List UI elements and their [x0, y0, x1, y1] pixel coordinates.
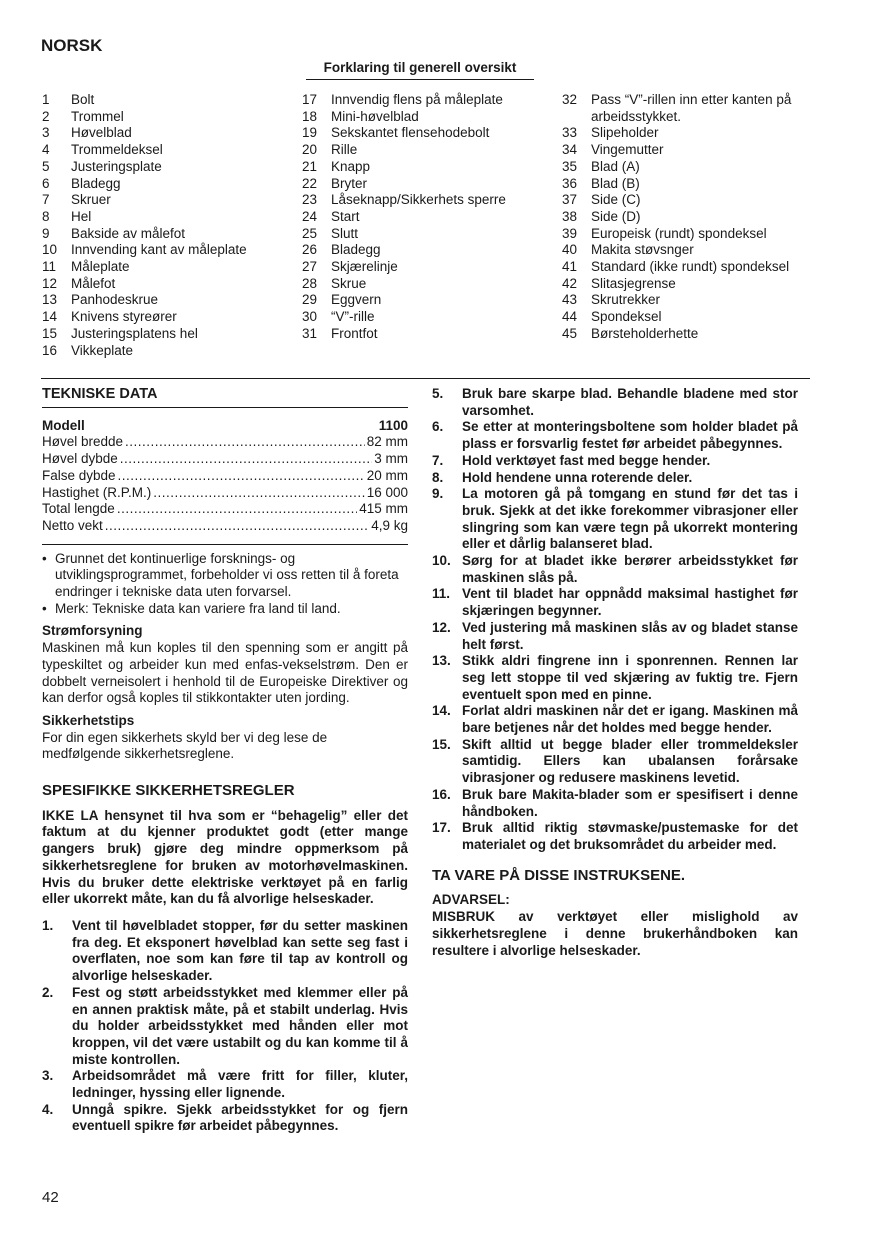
legend-item-label: Bakside av målefot: [71, 225, 186, 241]
section-divider: [41, 378, 810, 379]
legend-item: [302, 142, 552, 159]
legend-item-label: Slipeholder: [591, 125, 659, 141]
safety-rule: [432, 553, 798, 586]
spec-value: 82 mm: [366, 434, 408, 450]
spec-label: Høvel dybde: [42, 451, 118, 467]
legend-column-3: [562, 92, 804, 343]
legend-item: [42, 192, 282, 209]
safety-rule-text: Sørg for at bladet ikke berører arbeidsstykket før maskinen slås på.: [462, 553, 798, 585]
legend-item: [562, 209, 804, 226]
safety-rule: [432, 470, 798, 487]
legend-item-label: Skrutrekker: [591, 292, 661, 308]
safety-tips-heading: Sikkerhetstips: [42, 712, 135, 728]
spec-value: 415 mm: [359, 501, 408, 517]
legend-item-number: 17: [302, 92, 318, 107]
spec-row: [42, 434, 408, 451]
safety-rule: [432, 486, 798, 553]
legend-item: [302, 176, 552, 193]
legend-item-label: Høvelblad: [71, 125, 132, 141]
legend-item: [562, 176, 804, 193]
safety-rule: [432, 419, 798, 452]
safety-tips-text: For din egen sikkerhets skyld ber vi deg lese de medfølgende sikkerhetsreglene.: [42, 729, 328, 762]
legend-item-number: 32: [562, 92, 578, 107]
legend-item-number: 22: [302, 175, 318, 191]
warning-label: ADVARSEL:: [432, 892, 510, 908]
legend-item: [302, 109, 552, 126]
tech-note-text: Merk: Tekniske data kan variere fra land til land.: [55, 600, 341, 616]
legend-item-label: Spondeksel: [591, 309, 662, 325]
safety-rule-number: 17.: [432, 820, 451, 836]
spec-table: [42, 434, 408, 534]
legend-item-number: 16: [42, 342, 58, 358]
warning-text: MISBRUK av verktøyet eller mislighold av sikkerhetsreglene i denne brukerhåndboken kan resultere i alvorlige helseskader.: [432, 909, 798, 958]
legend-item: [302, 326, 552, 343]
legend-item-number: 37: [562, 192, 578, 208]
spec-leader-dots: [125, 434, 365, 451]
safety-rule-number: 7.: [432, 452, 444, 468]
legend-item-label: Innvendig flens på måleplate: [331, 92, 503, 107]
legend-item: [302, 242, 552, 259]
legend-item-label: Justeringsplatens hel: [71, 325, 198, 341]
legend-item-number: 1: [42, 92, 50, 107]
legend-item-number: 28: [302, 275, 318, 291]
safety-rule-number: 1.: [42, 917, 54, 933]
legend-item-label: Børsteholderhette: [591, 325, 699, 341]
legend-item-number: 38: [562, 208, 578, 224]
legend-item-number: 15: [42, 325, 58, 341]
legend-item: [302, 259, 552, 276]
legend-item-number: 35: [562, 158, 578, 174]
safety-rule: [432, 653, 798, 703]
legend-item-label: Innvending kant av måleplate: [71, 242, 247, 258]
safety-rule-text: Hold hendene unna roterende deler.: [462, 469, 693, 485]
legend-item: [42, 176, 282, 193]
spec-row: [42, 501, 408, 518]
legend-item-number: 7: [42, 192, 50, 208]
legend-item-number: 43: [562, 292, 578, 308]
safety-rule-text: Se etter at monteringsboltene som holder bladet på plass er forsvarlig festet før arbeidet påbegynnes.: [462, 419, 798, 452]
legend-item-number: 23: [302, 192, 318, 208]
legend-item-label: Bryter: [331, 175, 368, 191]
spec-label: False dybde: [42, 467, 116, 483]
legend-item: [562, 326, 804, 343]
legend-item: [302, 226, 552, 243]
legend-item-number: 27: [302, 259, 318, 275]
legend-item-label: Skjærelinje: [331, 259, 398, 275]
safety-rule-text: Bruk bare skarpe blad. Behandle bladene med stor varsomhet.: [462, 386, 798, 418]
spec-row: [42, 468, 408, 485]
legend-item: [562, 159, 804, 176]
left-column: [42, 386, 408, 1135]
safety-rule-number: 12.: [432, 619, 451, 635]
legend-item: [42, 109, 282, 126]
legend-item-label: Slitasjegrense: [591, 275, 676, 291]
legend-item: [562, 226, 804, 243]
legend-item-label: Knapp: [331, 158, 371, 174]
safety-rule-text: Forlat aldri maskinen når det er igang. Maskinen må bare betjenes når det holdes med begge hender.: [462, 703, 798, 736]
spec-model-label: Modell: [42, 417, 85, 433]
legend-item-label: Justeringsplate: [71, 158, 162, 174]
safety-rule-text: Ved justering må maskinen slås av og bladet stanse helt først.: [462, 619, 798, 652]
legend-item-label: Knivens styreører: [71, 309, 177, 325]
safety-rule-text: Bruk alltid riktig støvmaske/pustemaske for det materialet og det bruksområdet du arbeider med.: [462, 820, 798, 852]
legend-item: [302, 192, 552, 209]
legend-item-number: 33: [562, 125, 578, 141]
legend-item: [42, 242, 282, 259]
legend-item-label: Side (D): [591, 208, 641, 224]
safety-rule-text: Stikk aldri fingrene inn i sponrennen. Rennen lar seg lett stoppe til ved skjæring av fuktig tre. Fjern eventuelt spon med en pinne.: [462, 653, 798, 702]
legend-item-number: 14: [42, 309, 58, 325]
legend-item-number: 31: [302, 325, 318, 341]
legend-item-number: 45: [562, 325, 578, 341]
safety-rule-number: 9.: [432, 486, 444, 502]
legend-item-label: Sekskantet flensehodebolt: [331, 125, 490, 141]
safety-rule-number: 15.: [432, 736, 451, 752]
legend-item: [42, 292, 282, 309]
legend-item-number: 13: [42, 292, 58, 308]
legend-item: [562, 125, 804, 142]
legend-item: [42, 326, 282, 343]
spec-leader-dots: [105, 518, 369, 535]
legend-item: [562, 242, 804, 259]
tech-note-text: Grunnet det kontinuerlige forsknings- og utviklingsprogrammet, forbeholder vi oss retten til å foreta endringer i tekniske data uten forvarsel.: [55, 550, 399, 600]
legend-item: [42, 209, 282, 226]
legend-item: [562, 309, 804, 326]
legend-item-label: Frontfot: [331, 325, 378, 341]
legend-item-number: 36: [562, 175, 578, 191]
legend-item-label: Skrue: [331, 275, 367, 291]
legend-item-number: 20: [302, 142, 318, 158]
safety-rule-text: Fest og støtt arbeidsstykket med klemmer eller på en annen praktisk måte, på et stabilt underlag. Hvis du holder arbeidsstykket med hånden eller mot kroppen, vil det være ustabilt og du kan komme til å miste kontrollen.: [72, 984, 408, 1067]
spec-leader-dots: [120, 451, 372, 468]
spec-row: [42, 485, 408, 502]
legend-item-number: 26: [302, 242, 318, 258]
legend-item: [562, 259, 804, 276]
right-column: [432, 386, 798, 959]
legend-item-label: Blad (A): [591, 158, 640, 174]
safety-rule-number: 13.: [432, 653, 451, 669]
spec-label: Hastighet (R.P.M.): [42, 484, 152, 500]
spec-value: 3 mm: [374, 451, 408, 467]
legend-item-label: Målefot: [71, 275, 116, 291]
legend-item: [42, 159, 282, 176]
legend-item-label: Makita støvsnger: [591, 242, 694, 258]
legend-item-label: Måleplate: [71, 259, 130, 275]
rules-list-left: [42, 918, 408, 1135]
legend-item-number: 12: [42, 275, 58, 291]
legend-item-number: 42: [562, 275, 578, 291]
spec-model-row: [42, 418, 408, 435]
safety-rule: [432, 787, 798, 820]
safety-rule-number: 6.: [432, 419, 444, 435]
safety-rule-text: Vent til høvelbladet stopper, før du setter maskinen fra deg. Et eksponert høvelblad kan sette seg fast i overflaten, noe som kan føre til tap av kontroll og alvorlige helseskader.: [72, 917, 408, 984]
safety-rule: [432, 386, 798, 419]
legend-item-label: Hel: [71, 208, 92, 224]
legend-item-label: Side (C): [591, 192, 641, 208]
legend-item: [42, 142, 282, 159]
legend-item: [302, 92, 552, 109]
legend-item-number: 10: [42, 242, 58, 258]
safety-rule-text: La motoren gå på tomgang en stund før det tas i bruk. Sjekk at det ikke forekommer vibrasjoner eller slingring som kan være tegn på ukorrekt montering eller et dårlig balanseret blad.: [462, 486, 798, 552]
safety-rule-number: 8.: [432, 469, 444, 485]
safety-rule: [432, 703, 798, 736]
safety-rule-number: 2.: [42, 984, 54, 1000]
spec-label: Total lengde: [42, 501, 115, 517]
legend-item: [302, 209, 552, 226]
safety-rule-number: 5.: [432, 386, 444, 401]
spec-label: Netto vekt: [42, 517, 103, 533]
legend-item-label: Bolt: [71, 92, 95, 107]
safety-rule-text: Vent til bladet har oppnådd maksimal hastighet før skjæringen begynner.: [462, 586, 798, 619]
legend-item: [42, 276, 282, 293]
safety-rule-number: 11.: [432, 586, 451, 602]
safety-rule-number: 3.: [42, 1068, 54, 1084]
safety-rule: [42, 1068, 408, 1101]
legend-item-number: 11: [42, 259, 57, 275]
legend-item-number: 34: [562, 142, 578, 158]
legend-item-label: Skruer: [71, 192, 111, 208]
safety-rule-number: 4.: [42, 1101, 54, 1117]
legend-item-label: Rille: [331, 142, 358, 158]
spec-leader-dots: [117, 501, 357, 518]
legend-item-number: 4: [42, 142, 50, 158]
legend-item-number: 41: [562, 259, 578, 275]
safety-rule-text: Hold verktøyet fast med begge hender.: [462, 452, 711, 468]
legend-item: [302, 309, 552, 326]
page-number: 42: [42, 1189, 59, 1206]
legend-item-label: Start: [331, 208, 360, 224]
legend-item: [562, 192, 804, 209]
bullet-icon: •: [42, 550, 47, 566]
safety-rule: [432, 737, 798, 787]
legend-item-number: 18: [302, 108, 318, 124]
legend-item-number: 19: [302, 125, 318, 141]
legend-item-number: 25: [302, 225, 318, 241]
legend-item-number: 2: [42, 108, 50, 124]
legend-item: [302, 292, 552, 309]
tech-note: [42, 551, 408, 601]
legend-item: [302, 159, 552, 176]
spec-row: [42, 518, 408, 535]
legend-column-1: [42, 92, 282, 359]
legend-item: [302, 276, 552, 293]
safety-rule-text: Arbeidsområdet må være fritt for filler, kluter, ledninger, hyssing eller lignende.: [72, 1068, 408, 1101]
legend-item-number: 24: [302, 208, 318, 224]
legend-item: [302, 125, 552, 142]
safety-rule: [432, 820, 798, 853]
legend-item-label: Blad (B): [591, 175, 640, 191]
legend-item: [42, 259, 282, 276]
safety-rule-text: Unngå spikre. Sjekk arbeidsstykket for og fjern eventuell spikre før arbeidet påbegynnes.: [72, 1101, 408, 1134]
bullet-icon: •: [42, 600, 47, 616]
legend-item-label: Bladegg: [71, 175, 121, 191]
spec-row: [42, 451, 408, 468]
tech-data-heading: TEKNISKE DATA: [42, 386, 408, 408]
spec-value: 16 000: [366, 484, 408, 500]
legend-item: [42, 309, 282, 326]
safety-rule: [432, 453, 798, 470]
legend-item-label: Trommel: [71, 108, 124, 124]
legend-item: [42, 125, 282, 142]
legend-item: [42, 343, 282, 360]
legend-item-number: 3: [42, 125, 50, 141]
specific-rules-heading: SPESIFIKKE SIKKERHETSREGLER: [42, 782, 295, 800]
legend-column-2: [302, 92, 552, 343]
legend-item-number: 8: [42, 208, 50, 224]
safety-rule-number: 14.: [432, 703, 451, 719]
legend-item-label: Vikkeplate: [71, 342, 134, 358]
legend-item-number: 40: [562, 242, 578, 258]
legend-item-number: 6: [42, 175, 50, 191]
spec-leader-dots: [118, 468, 365, 485]
legend-item-label: Slutt: [331, 225, 359, 241]
legend-item-number: 5: [42, 158, 50, 174]
legend-item-number: 21: [302, 158, 318, 174]
legend-item-number: 9: [42, 225, 50, 241]
specific-rules-intro: IKKE LA hensynet til hva som er “behagelig” eller det faktum at du kjenner produktet godt (etter mange gangers bruk) gjøre deg mindre oppmerksom på sikkerhetsreglene for bruken av motorhøvelmaskinen. Hvis du bruker dette elektriske verktøyet på en farlig eller ukorrekt måte, kan du få alvorlige helseskader.: [42, 807, 408, 907]
legend-item-label: Trommeldeksel: [71, 142, 163, 158]
legend-item-number: 30: [302, 309, 318, 325]
safety-rule-text: Bruk bare Makita-blader som er spesifisert i denne håndboken.: [462, 786, 798, 819]
legend-item-label: Låseknapp/Sikkerhets sperre: [331, 192, 506, 208]
safety-rule: [42, 918, 408, 985]
legend-item: [42, 92, 282, 109]
spec-leader-dots: [153, 485, 364, 502]
spec-value: 20 mm: [366, 467, 408, 483]
legend-item-number: 44: [562, 309, 578, 325]
legend-item-label: Panhodeskrue: [71, 292, 159, 308]
safety-rule: [432, 586, 798, 619]
keep-instructions-heading: TA VARE PÅ DISSE INSTRUKSENE.: [432, 866, 686, 884]
legend-item: [562, 276, 804, 293]
spec-divider: [42, 544, 408, 545]
safety-rule-text: Skift alltid ut begge blader eller trommeldeksler samtidig. Ellers kan ubalansen forårsake vibrasjoner og redusere maskinens levetid.: [462, 736, 798, 786]
safety-rule: [432, 620, 798, 653]
legend-item-number: 29: [302, 292, 318, 308]
legend-item-label: Standard (ikke rundt) spondeksel: [591, 259, 790, 275]
legend-title: Forklaring til generell oversikt: [306, 60, 534, 80]
safety-rule: [42, 1102, 408, 1135]
legend-item-label: Pass “V”-rillen inn etter kanten på arbeidsstykket.: [591, 92, 792, 124]
safety-rule-number: 10.: [432, 553, 451, 569]
legend-item: [562, 142, 804, 159]
spec-model-value: 1100: [378, 417, 408, 433]
tech-note: [42, 601, 408, 618]
legend-item-label: “V”-rille: [331, 309, 375, 325]
safety-rule-number: 16.: [432, 786, 451, 802]
legend-item-label: Vingemutter: [591, 142, 664, 158]
legend-item-label: Europeisk (rundt) spondeksel: [591, 225, 767, 241]
power-text: Maskinen må kun koples til den spenning som er angitt på typeskiltet og arbeider kun med enfas-vekselstrøm. Den er dobbelt verneisolert i henhold til de Europeiske Direktiver og kan derfor også koples til stikkontakter uten jording.: [42, 640, 408, 706]
tech-notes: [42, 551, 408, 618]
power-heading: Strømforsyning: [42, 623, 143, 639]
safety-rule: [42, 985, 408, 1069]
legend-item: [562, 292, 804, 309]
legend-item: [562, 92, 804, 125]
legend-item: [42, 226, 282, 243]
language-heading: NORSK: [41, 36, 103, 55]
spec-label: Høvel bredde: [42, 434, 124, 450]
legend-item-label: Mini-høvelblad: [331, 108, 419, 124]
legend-item-number: 39: [562, 225, 578, 241]
spec-value: 4,9 kg: [371, 517, 408, 533]
rules-list-right: [432, 386, 798, 854]
legend-item-label: Bladegg: [331, 242, 381, 258]
legend-item-label: Eggvern: [331, 292, 382, 308]
